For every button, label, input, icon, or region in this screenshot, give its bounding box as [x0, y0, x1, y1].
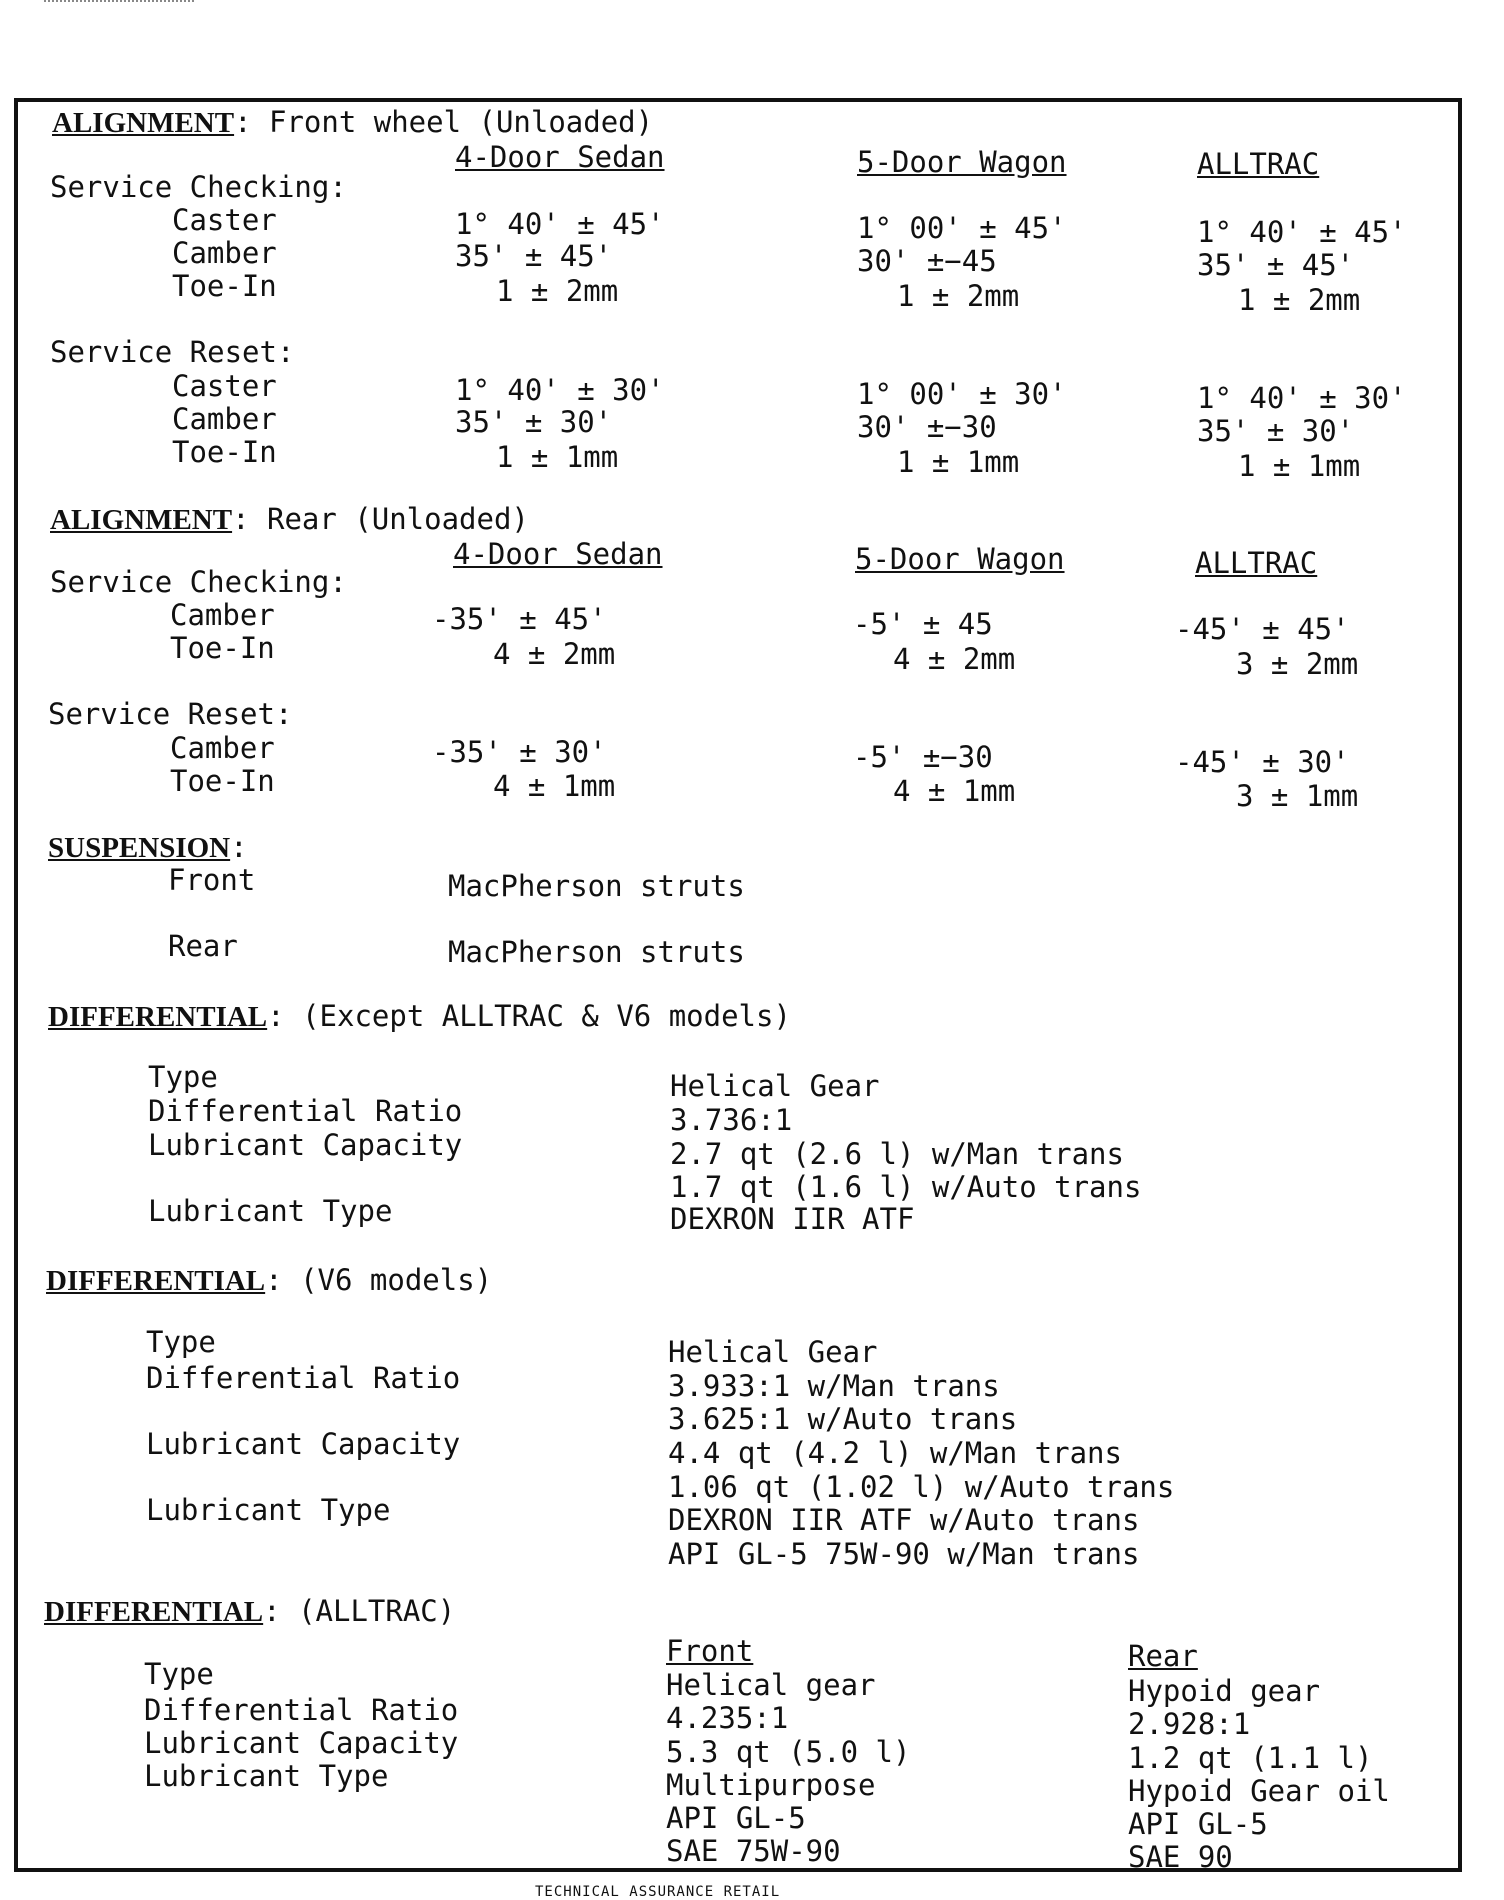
front-checking-toein-alltrac: 1 ± 2mm: [1238, 283, 1361, 317]
diff-v6-heading: DIFFERENTIAL: [46, 1265, 266, 1297]
diff-v6-lubtype-man: API GL-5 75W-90 w/Man trans: [668, 1537, 1140, 1571]
front-reset-toein-alltrac: 1 ± 1mm: [1238, 449, 1361, 483]
front-checking-camber-alltrac: 35' ± 45': [1197, 248, 1355, 282]
diff-alltrac-title: [44, 1594, 456, 1628]
rear-checking-label: Service Checking:: [50, 565, 347, 599]
front-reset-caster-label: Caster: [172, 369, 277, 403]
diff-v6-title: [46, 1263, 493, 1297]
front-checking-toein-sedan: 1 ± 2mm: [496, 274, 619, 308]
suspension-front-label: Front: [168, 863, 256, 897]
diff-alltrac-rear-lub-1: Hypoid Gear oil: [1128, 1774, 1390, 1808]
diff-alltrac-front-type: Helical gear: [666, 1668, 876, 1702]
scan-mark: [44, 0, 194, 6]
front-reset-toein-wagon: 1 ± 1mm: [897, 445, 1020, 479]
front-checking-toein-wagon: 1 ± 2mm: [897, 279, 1020, 313]
diff-alltrac-front-header: Front: [666, 1634, 754, 1668]
diff-v6-lubtype-auto: DEXRON IIR ATF w/Auto trans: [668, 1503, 1140, 1537]
rear-col-alltrac: ALLTRAC: [1195, 546, 1318, 580]
diff-std-capacity-auto: 1.7 qt (1.6 l) w/Auto trans: [670, 1170, 1142, 1204]
rear-alignment-subtitle: : Rear (Unloaded): [232, 502, 529, 536]
rear-checking-toein-alltrac: 3 ± 2mm: [1236, 647, 1359, 681]
front-alignment-heading: ALIGNMENT: [52, 107, 235, 139]
diff-alltrac-subtitle: : (ALLTRAC): [263, 1594, 456, 1628]
rear-reset-camber-wagon: -5' ±−30: [853, 740, 993, 774]
rear-checking-camber-wagon: -5' ± 45: [853, 607, 993, 641]
diff-alltrac-capacity-label: Lubricant Capacity: [144, 1726, 459, 1760]
rear-alignment-heading: ALIGNMENT: [50, 504, 233, 536]
diff-std-subtitle: : (Except ALLTRAC & V6 models): [267, 999, 791, 1033]
diff-std-type-value: Helical Gear: [670, 1069, 880, 1103]
front-reset-camber-label: Camber: [172, 402, 277, 436]
rear-reset-camber-sedan: -35' ± 30': [432, 735, 607, 769]
rear-reset-camber-alltrac: -45' ± 30': [1175, 745, 1350, 779]
rear-checking-toein-label: Toe-In: [170, 631, 275, 665]
diff-alltrac-front-ratio: 4.235:1: [666, 1701, 789, 1735]
rear-reset-toein-label: Toe-In: [170, 764, 275, 798]
diff-alltrac-rear-capacity: 1.2 qt (1.1 l): [1128, 1741, 1373, 1775]
diff-v6-ratio-man: 3.933:1 w/Man trans: [668, 1369, 1000, 1403]
front-reset-camber-wagon: 30' ±−30: [857, 410, 997, 444]
front-col-wagon: 5-Door Wagon: [857, 145, 1067, 179]
front-checking-camber-sedan: 35' ± 45': [455, 239, 613, 273]
rear-alignment-title: [50, 502, 529, 536]
diff-std-type-label: Type: [148, 1060, 218, 1094]
diff-v6-capacity-man: 4.4 qt (4.2 l) w/Man trans: [668, 1436, 1122, 1470]
front-reset-toein-sedan: 1 ± 1mm: [496, 440, 619, 474]
front-checking-camber-wagon: 30' ±−45: [857, 244, 997, 278]
suspension-rear-label: Rear: [168, 929, 238, 963]
diff-v6-lubtype-label: Lubricant Type: [146, 1493, 391, 1527]
suspension-heading: SUSPENSION: [48, 832, 231, 864]
front-alignment-subtitle: : Front wheel (Unloaded): [234, 105, 654, 139]
front-reset-caster-wagon: 1° 00' ± 30': [857, 377, 1067, 411]
suspension-title: [48, 830, 248, 864]
rear-checking-camber-sedan: -35' ± 45': [432, 602, 607, 636]
footer-text: TECHNICAL ASSURANCE RETAIL: [535, 1884, 781, 1900]
diff-v6-ratio-label: Differential Ratio: [146, 1361, 461, 1395]
diff-std-heading: DIFFERENTIAL: [48, 1001, 268, 1033]
diff-std-title: [48, 999, 791, 1033]
diff-v6-ratio-auto: 3.625:1 w/Auto trans: [668, 1402, 1018, 1436]
diff-alltrac-front-lub-3: SAE 75W-90: [666, 1834, 841, 1868]
rear-reset-toein-wagon: 4 ± 1mm: [893, 774, 1016, 808]
diff-alltrac-rear-lub-2: API GL-5: [1128, 1807, 1268, 1841]
diff-std-ratio-value: 3.736:1: [670, 1103, 793, 1137]
front-reset-toein-label: Toe-In: [172, 435, 277, 469]
diff-std-capacity-man: 2.7 qt (2.6 l) w/Man trans: [670, 1137, 1124, 1171]
diff-alltrac-front-lub-1: Multipurpose: [666, 1768, 876, 1802]
front-col-alltrac: ALLTRAC: [1197, 147, 1320, 181]
suspension-rear-value: MacPherson struts: [448, 935, 745, 969]
suspension-colon: :: [230, 830, 248, 864]
diff-alltrac-rear-header: Rear: [1128, 1639, 1198, 1673]
front-checking-caster-wagon: 1° 00' ± 45': [857, 211, 1067, 245]
rear-col-sedan: 4-Door Sedan: [453, 537, 663, 571]
front-reset-camber-alltrac: 35' ± 30': [1197, 414, 1355, 448]
diff-std-ratio-label: Differential Ratio: [148, 1094, 463, 1128]
front-checking-camber-label: Camber: [172, 236, 277, 270]
front-alignment-title: [52, 105, 654, 139]
diff-v6-type-label: Type: [146, 1325, 216, 1359]
diff-alltrac-lubtype-label: Lubricant Type: [144, 1759, 389, 1793]
diff-alltrac-front-lub-2: API GL-5: [666, 1801, 806, 1835]
rear-checking-toein-sedan: 4 ± 2mm: [493, 637, 616, 671]
front-checking-caster-label: Caster: [172, 203, 277, 237]
rear-reset-toein-sedan: 4 ± 1mm: [493, 769, 616, 803]
rear-checking-toein-wagon: 4 ± 2mm: [893, 642, 1016, 676]
diff-alltrac-rear-type: Hypoid gear: [1128, 1674, 1321, 1708]
front-reset-label: Service Reset:: [50, 335, 295, 369]
rear-col-wagon: 5-Door Wagon: [855, 542, 1065, 576]
diff-v6-capacity-label: Lubricant Capacity: [146, 1427, 461, 1461]
diff-v6-capacity-auto: 1.06 qt (1.02 l) w/Auto trans: [668, 1470, 1175, 1504]
diff-v6-type-value: Helical Gear: [668, 1335, 878, 1369]
diff-std-capacity-label: Lubricant Capacity: [148, 1128, 463, 1162]
diff-alltrac-rear-ratio: 2.928:1: [1128, 1707, 1251, 1741]
rear-checking-camber-alltrac: -45' ± 45': [1175, 612, 1350, 646]
front-checking-caster-sedan: 1° 40' ± 45': [455, 207, 665, 241]
diff-alltrac-heading: DIFFERENTIAL: [44, 1596, 264, 1628]
front-reset-camber-sedan: 35' ± 30': [455, 405, 613, 439]
diff-alltrac-type-label: Type: [144, 1657, 214, 1691]
front-checking-label: Service Checking:: [50, 170, 347, 204]
front-col-sedan: 4-Door Sedan: [455, 140, 665, 174]
diff-std-lubtype-value: DEXRON IIR ATF: [670, 1202, 915, 1236]
rear-checking-camber-label: Camber: [170, 598, 275, 632]
diff-std-lubtype-label: Lubricant Type: [148, 1194, 393, 1228]
suspension-front-value: MacPherson struts: [448, 869, 745, 903]
rear-reset-toein-alltrac: 3 ± 1mm: [1236, 779, 1359, 813]
rear-reset-label: Service Reset:: [48, 697, 293, 731]
diff-alltrac-ratio-label: Differential Ratio: [144, 1693, 459, 1727]
front-checking-toein-label: Toe-In: [172, 269, 277, 303]
front-reset-caster-sedan: 1° 40' ± 30': [455, 373, 665, 407]
diff-v6-subtitle: : (V6 models): [265, 1263, 493, 1297]
rear-reset-camber-label: Camber: [170, 731, 275, 765]
diff-alltrac-rear-lub-3: SAE 90: [1128, 1840, 1233, 1874]
diff-alltrac-front-capacity: 5.3 qt (5.0 l): [666, 1735, 911, 1769]
front-reset-caster-alltrac: 1° 40' ± 30': [1197, 381, 1407, 415]
front-checking-caster-alltrac: 1° 40' ± 45': [1197, 215, 1407, 249]
